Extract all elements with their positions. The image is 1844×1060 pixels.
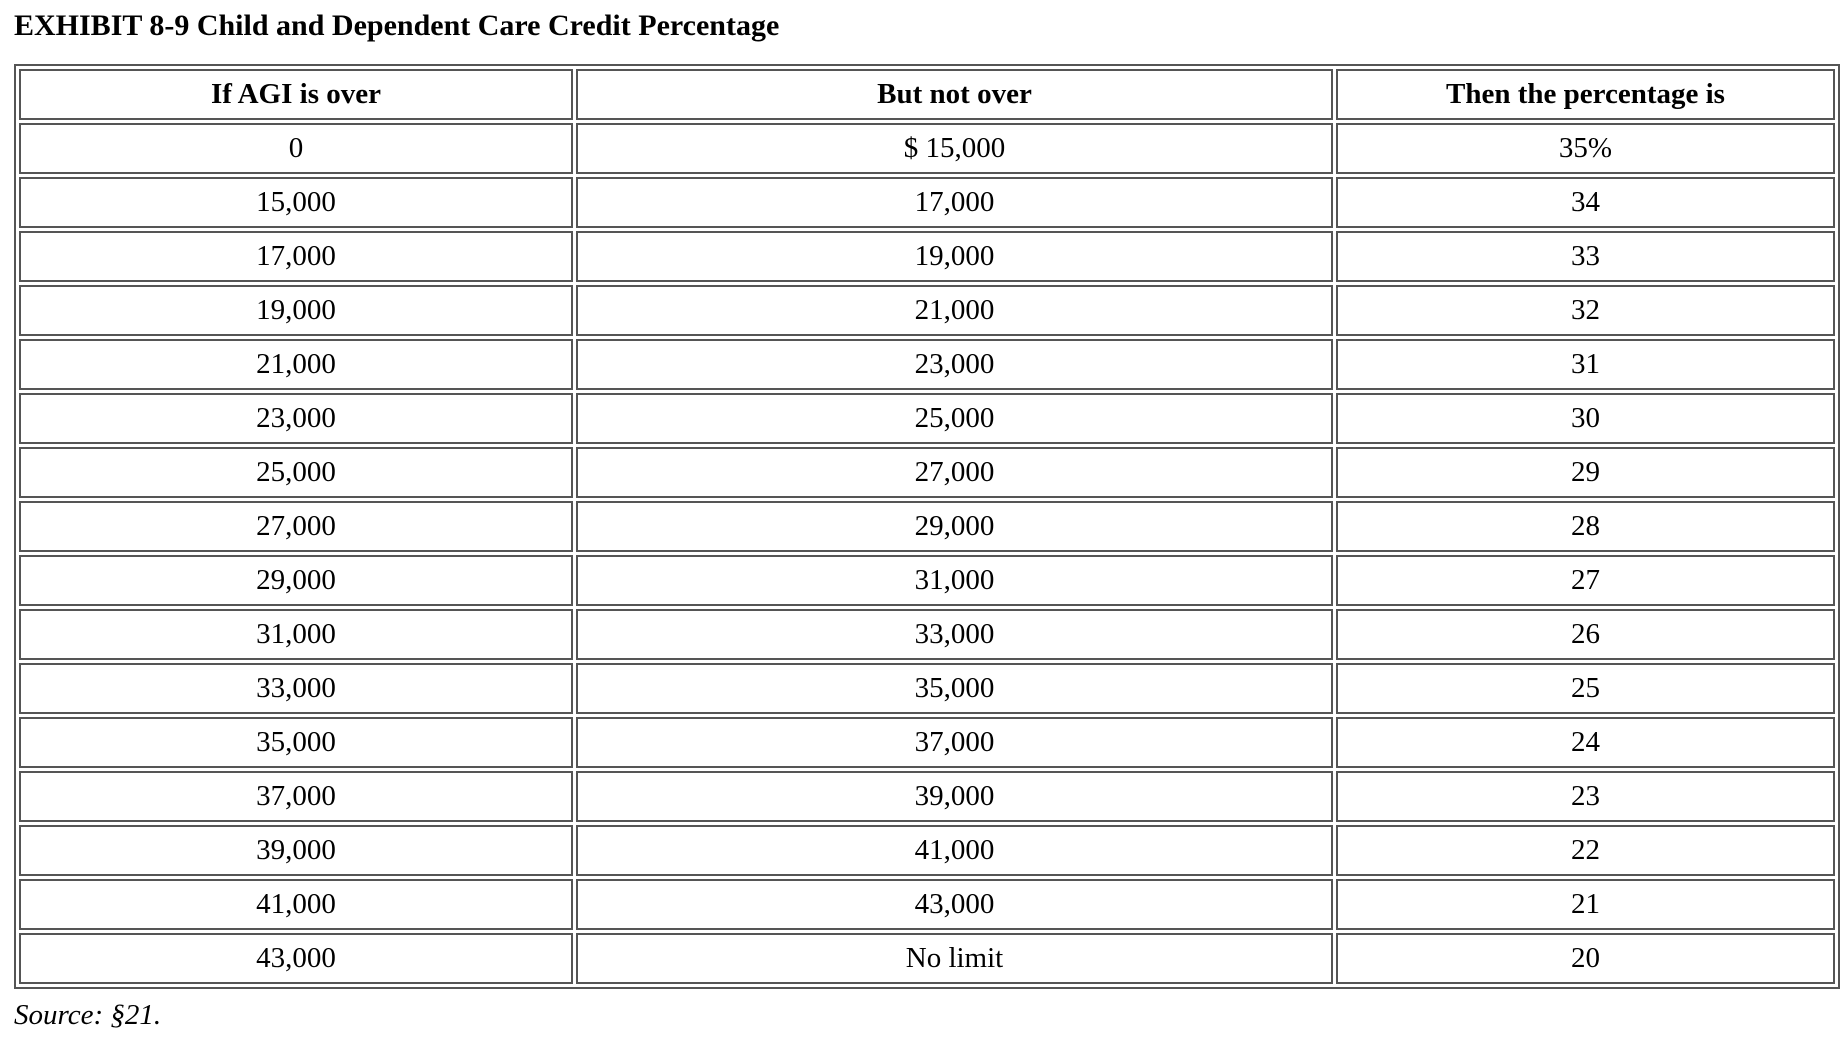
cell-agi-over: 0: [19, 123, 573, 174]
table-row: [19, 393, 1835, 444]
cell-agi-over: 35,000: [19, 717, 573, 768]
cell-agi-over: 41,000: [19, 879, 573, 930]
cell-percentage: 23: [1336, 771, 1835, 822]
cell-but-not-over: 21,000: [576, 285, 1333, 336]
table-row: [19, 825, 1835, 876]
cell-percentage: 33: [1336, 231, 1835, 282]
cell-percentage: 26: [1336, 609, 1835, 660]
table-row: [19, 447, 1835, 498]
table-row: [19, 933, 1835, 984]
cell-agi-over: 23,000: [19, 393, 573, 444]
table-row: [19, 609, 1835, 660]
cell-but-not-over: 37,000: [576, 717, 1333, 768]
cell-but-not-over: 17,000: [576, 177, 1333, 228]
cell-but-not-over: 33,000: [576, 609, 1333, 660]
table-row: [19, 771, 1835, 822]
cell-percentage: 27: [1336, 555, 1835, 606]
cell-but-not-over: 27,000: [576, 447, 1333, 498]
table-row: [19, 177, 1835, 228]
source-note: Source: §21.: [14, 999, 162, 1031]
cell-agi-over: 19,000: [19, 285, 573, 336]
header-agi-over: If AGI is over: [19, 69, 573, 120]
cell-but-not-over: 29,000: [576, 501, 1333, 552]
header-percentage: Then the percentage is: [1336, 69, 1835, 120]
table-header-row: [19, 69, 1835, 120]
cell-but-not-over: 39,000: [576, 771, 1333, 822]
cell-but-not-over: $ 15,000: [576, 123, 1333, 174]
table-row: [19, 231, 1835, 282]
cell-but-not-over: No limit: [576, 933, 1333, 984]
cell-agi-over: 27,000: [19, 501, 573, 552]
cell-but-not-over: 31,000: [576, 555, 1333, 606]
table-row: [19, 339, 1835, 390]
cell-agi-over: 33,000: [19, 663, 573, 714]
cell-but-not-over: 25,000: [576, 393, 1333, 444]
cell-percentage: 30: [1336, 393, 1835, 444]
cell-agi-over: 29,000: [19, 555, 573, 606]
cell-percentage: 35%: [1336, 123, 1835, 174]
cell-agi-over: 15,000: [19, 177, 573, 228]
cell-but-not-over: 19,000: [576, 231, 1333, 282]
cell-percentage: 32: [1336, 285, 1835, 336]
cell-agi-over: 25,000: [19, 447, 573, 498]
cell-agi-over: 31,000: [19, 609, 573, 660]
cell-percentage: 28: [1336, 501, 1835, 552]
table-row: [19, 717, 1835, 768]
cell-percentage: 20: [1336, 933, 1835, 984]
table-row: [19, 879, 1835, 930]
cell-percentage: 31: [1336, 339, 1835, 390]
cell-but-not-over: 41,000: [576, 825, 1333, 876]
table-row: [19, 555, 1835, 606]
exhibit-title: EXHIBIT 8-9 Child and Dependent Care Credit Percentage: [14, 9, 780, 42]
table-row: [19, 501, 1835, 552]
table-row: [19, 123, 1835, 174]
cell-agi-over: 39,000: [19, 825, 573, 876]
cell-percentage: 34: [1336, 177, 1835, 228]
header-but-not-over: But not over: [576, 69, 1333, 120]
table-row: [19, 285, 1835, 336]
cell-percentage: 24: [1336, 717, 1835, 768]
cell-agi-over: 43,000: [19, 933, 573, 984]
cell-agi-over: 17,000: [19, 231, 573, 282]
cell-percentage: 22: [1336, 825, 1835, 876]
cell-but-not-over: 23,000: [576, 339, 1333, 390]
cell-agi-over: 37,000: [19, 771, 573, 822]
credit-percentage-table: [14, 64, 1840, 989]
cell-percentage: 25: [1336, 663, 1835, 714]
cell-agi-over: 21,000: [19, 339, 573, 390]
cell-percentage: 29: [1336, 447, 1835, 498]
cell-but-not-over: 43,000: [576, 879, 1333, 930]
cell-but-not-over: 35,000: [576, 663, 1333, 714]
table-row: [19, 663, 1835, 714]
cell-percentage: 21: [1336, 879, 1835, 930]
